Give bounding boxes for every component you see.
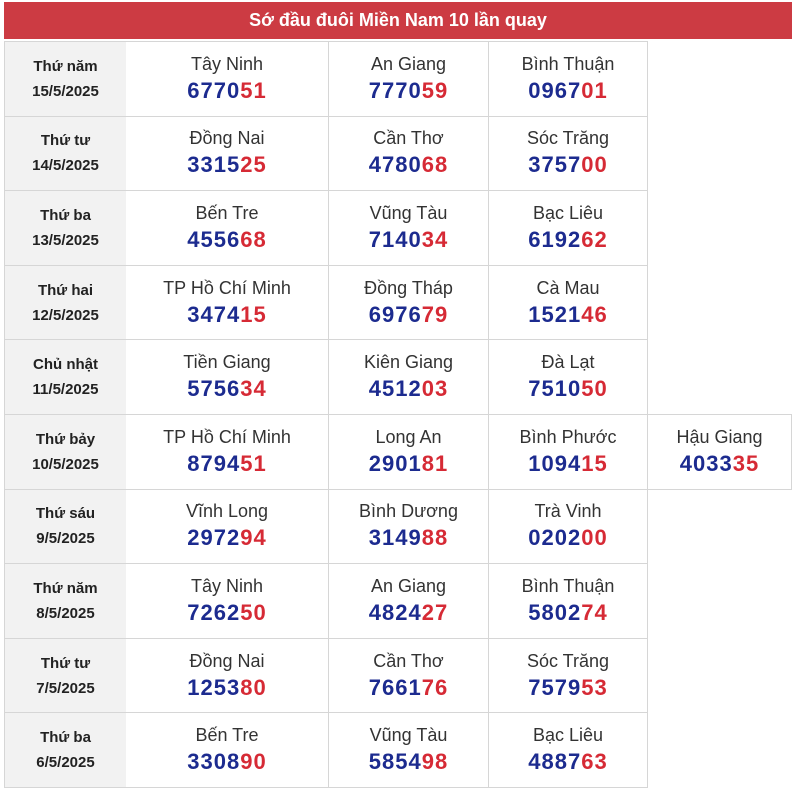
lottery-number — [369, 374, 448, 404]
lottery-number — [187, 449, 266, 479]
number-suffix: 00 — [581, 152, 608, 178]
date-cell — [4, 41, 127, 117]
number-prefix: 1094 — [528, 450, 582, 476]
province-name: TP Hồ Chí Minh — [163, 426, 291, 447]
weekday-label: Thứ ba — [40, 729, 91, 747]
lottery-number — [528, 523, 607, 553]
number-prefix: 3474 — [187, 301, 241, 327]
province-name: Vũng Tàu — [369, 202, 448, 223]
weekday-label: Thứ năm — [33, 579, 98, 597]
date-label: 12/5/2025 — [32, 306, 99, 324]
number-prefix: 3315 — [187, 152, 241, 178]
number-suffix: 50 — [581, 376, 608, 402]
lottery-number — [187, 225, 266, 255]
number-suffix: 50 — [240, 599, 267, 625]
lottery-number — [187, 300, 266, 330]
weekday-label: Thứ tư — [40, 132, 91, 150]
result-cell — [489, 190, 648, 266]
number-prefix: 7510 — [528, 376, 582, 402]
number-suffix: 27 — [421, 599, 449, 625]
table-row — [4, 265, 792, 340]
province-name: Bình Dương — [359, 501, 458, 522]
number-suffix: 59 — [421, 77, 449, 103]
number-prefix: 5854 — [368, 749, 422, 775]
number-prefix: 1521 — [528, 301, 582, 327]
lottery-number — [187, 673, 266, 703]
number-suffix: 81 — [421, 450, 449, 476]
lottery-number — [369, 150, 448, 180]
date-cell — [4, 563, 127, 639]
province-name: Vũng Tàu — [369, 725, 448, 746]
lottery-number — [187, 374, 266, 404]
result-cell — [648, 414, 792, 490]
province-name: Bến Tre — [195, 725, 259, 746]
province-name: Long An — [375, 426, 442, 447]
number-prefix: 7770 — [368, 77, 422, 103]
table-body — [4, 41, 792, 787]
date-cell — [4, 265, 127, 341]
number-suffix: 35 — [732, 450, 760, 476]
result-cell — [489, 638, 648, 714]
number-suffix: 98 — [421, 749, 449, 775]
date-label: 9/5/2025 — [36, 530, 95, 548]
number-suffix: 80 — [240, 674, 267, 700]
date-cell — [4, 190, 127, 266]
number-suffix: 51 — [240, 450, 267, 476]
lottery-number — [187, 150, 266, 180]
result-cell — [329, 41, 489, 117]
table-row — [4, 41, 792, 116]
number-prefix: 7262 — [187, 599, 241, 625]
province-name: Vĩnh Long — [185, 501, 269, 522]
number-prefix: 8794 — [187, 450, 241, 476]
number-suffix: 00 — [581, 525, 608, 551]
date-cell — [4, 638, 127, 714]
number-prefix: 0202 — [528, 525, 582, 551]
result-cell — [329, 638, 489, 714]
number-prefix: 6770 — [187, 77, 241, 103]
result-cell — [126, 339, 329, 415]
number-prefix: 3757 — [528, 152, 582, 178]
number-prefix: 7140 — [368, 226, 422, 252]
result-cell — [489, 414, 648, 490]
date-label: 13/5/2025 — [32, 231, 99, 249]
number-prefix: 4556 — [187, 226, 241, 252]
lottery-number — [187, 747, 266, 777]
date-cell — [4, 489, 127, 565]
table-row — [4, 563, 792, 638]
table-row — [4, 638, 792, 713]
province-name: Hậu Giang — [676, 426, 763, 447]
lottery-number — [528, 747, 607, 777]
province-name: Bình Thuận — [521, 575, 615, 596]
number-suffix: 88 — [421, 525, 449, 551]
province-name: Kiên Giang — [363, 352, 454, 373]
number-prefix: 0967 — [528, 77, 582, 103]
result-cell — [489, 489, 648, 565]
province-name: Đồng Nai — [189, 128, 265, 149]
date-label: 11/5/2025 — [32, 381, 99, 399]
number-suffix: 62 — [581, 226, 608, 252]
result-cell — [489, 712, 648, 788]
lottery-number — [369, 225, 448, 255]
number-suffix: 90 — [240, 749, 267, 775]
result-cell — [329, 116, 489, 192]
province-name: Sóc Trăng — [526, 128, 610, 149]
table-row — [4, 414, 792, 489]
number-suffix: 76 — [421, 674, 449, 700]
result-cell — [329, 712, 489, 788]
number-prefix: 4824 — [368, 599, 422, 625]
result-cell — [126, 265, 329, 341]
result-cell — [126, 712, 329, 788]
province-name: Trà Vinh — [534, 501, 602, 522]
lottery-number — [528, 225, 607, 255]
date-label: 14/5/2025 — [32, 157, 99, 175]
province-name: Tây Ninh — [190, 53, 264, 74]
province-name: TP Hồ Chí Minh — [163, 277, 291, 298]
result-cell — [126, 41, 329, 117]
table-title: Sớ đầu đuôi Miền Nam 10 lần quay — [4, 2, 792, 39]
table-row — [4, 489, 792, 564]
lottery-number — [369, 523, 448, 553]
number-prefix: 4780 — [368, 152, 422, 178]
number-suffix: 01 — [581, 77, 608, 103]
date-cell — [4, 414, 127, 490]
number-suffix: 53 — [581, 674, 608, 700]
weekday-label: Chủ nhật — [33, 356, 98, 374]
lottery-number — [528, 598, 607, 628]
province-name: Bạc Liêu — [532, 202, 604, 223]
province-name: Cần Thơ — [373, 650, 444, 671]
province-name: An Giang — [370, 575, 447, 596]
number-prefix: 5802 — [528, 599, 582, 625]
number-suffix: 03 — [421, 376, 449, 402]
number-suffix: 15 — [581, 450, 608, 476]
result-cell — [126, 116, 329, 192]
lottery-number — [528, 673, 607, 703]
lottery-number — [187, 523, 266, 553]
number-suffix: 25 — [240, 152, 267, 178]
lottery-number — [369, 747, 448, 777]
result-cell — [126, 414, 329, 490]
result-cell — [489, 265, 648, 341]
date-cell — [4, 116, 127, 192]
weekday-label: Thứ hai — [37, 281, 94, 299]
result-cell — [489, 41, 648, 117]
lottery-number — [187, 598, 266, 628]
lottery-number — [369, 598, 448, 628]
lottery-number — [680, 449, 759, 479]
date-label: 6/5/2025 — [36, 754, 95, 772]
result-cell — [489, 339, 648, 415]
number-suffix: 51 — [240, 77, 267, 103]
province-name: Đà Lạt — [541, 352, 595, 373]
lottery-number — [187, 76, 266, 106]
number-prefix: 4033 — [679, 450, 733, 476]
number-suffix: 46 — [581, 301, 608, 327]
province-name: Bình Phước — [519, 426, 617, 447]
province-name: Bạc Liêu — [532, 725, 604, 746]
number-prefix: 7579 — [528, 674, 582, 700]
number-suffix: 34 — [421, 226, 449, 252]
lottery-number — [369, 449, 448, 479]
province-name: Cà Mau — [536, 277, 600, 298]
table-row — [4, 339, 792, 414]
result-cell — [329, 563, 489, 639]
province-name: Sóc Trăng — [526, 650, 610, 671]
number-prefix: 5756 — [187, 376, 241, 402]
lottery-number — [369, 300, 448, 330]
date-cell — [4, 339, 127, 415]
number-suffix: 68 — [240, 226, 267, 252]
lottery-number — [528, 300, 607, 330]
result-cell — [329, 414, 489, 490]
province-name: Tiền Giang — [183, 352, 271, 373]
number-prefix: 4512 — [368, 376, 422, 402]
table-row — [4, 190, 792, 265]
result-cell — [329, 190, 489, 266]
weekday-label: Thứ ba — [40, 206, 91, 224]
province-name: Cần Thơ — [373, 128, 444, 149]
lottery-number — [528, 76, 607, 106]
number-suffix: 15 — [240, 301, 267, 327]
number-prefix: 6192 — [528, 226, 582, 252]
weekday-label: Thứ sáu — [35, 505, 96, 523]
number-prefix: 4887 — [528, 749, 582, 775]
lottery-number — [528, 374, 607, 404]
lottery-number — [528, 449, 607, 479]
date-label: 10/5/2025 — [32, 455, 99, 473]
result-cell — [126, 563, 329, 639]
result-cell — [329, 339, 489, 415]
number-prefix: 7661 — [368, 674, 422, 700]
result-cell — [489, 116, 648, 192]
province-name: Đồng Tháp — [364, 277, 453, 298]
number-prefix: 6976 — [368, 301, 422, 327]
number-suffix: 79 — [421, 301, 449, 327]
number-suffix: 94 — [240, 525, 267, 551]
number-suffix: 74 — [581, 599, 608, 625]
lottery-number — [528, 150, 607, 180]
result-cell — [126, 638, 329, 714]
province-name: Đồng Nai — [189, 650, 265, 671]
province-name: Tây Ninh — [190, 575, 264, 596]
date-label: 15/5/2025 — [32, 82, 99, 100]
number-prefix: 2901 — [368, 450, 422, 476]
lottery-number — [369, 76, 448, 106]
province-name: Bến Tre — [195, 202, 259, 223]
number-prefix: 3149 — [368, 525, 422, 551]
province-name: An Giang — [370, 53, 447, 74]
weekday-label: Thứ năm — [33, 57, 98, 75]
number-prefix: 1253 — [187, 674, 241, 700]
province-name: Bình Thuận — [521, 53, 615, 74]
number-suffix: 34 — [240, 376, 267, 402]
weekday-label: Thứ tư — [40, 654, 91, 672]
number-prefix: 2972 — [187, 525, 241, 551]
result-cell — [126, 489, 329, 565]
date-label: 8/5/2025 — [36, 604, 95, 622]
number-suffix: 63 — [581, 749, 608, 775]
date-cell — [4, 712, 127, 788]
table-row — [4, 712, 792, 787]
weekday-label: Thứ bảy — [35, 430, 96, 448]
result-cell — [126, 190, 329, 266]
date-label: 7/5/2025 — [36, 679, 95, 697]
number-suffix: 68 — [421, 152, 449, 178]
result-cell — [329, 265, 489, 341]
table-row — [4, 116, 792, 191]
result-cell — [329, 489, 489, 565]
lottery-number — [369, 673, 448, 703]
number-prefix: 3308 — [187, 749, 241, 775]
result-cell — [489, 563, 648, 639]
